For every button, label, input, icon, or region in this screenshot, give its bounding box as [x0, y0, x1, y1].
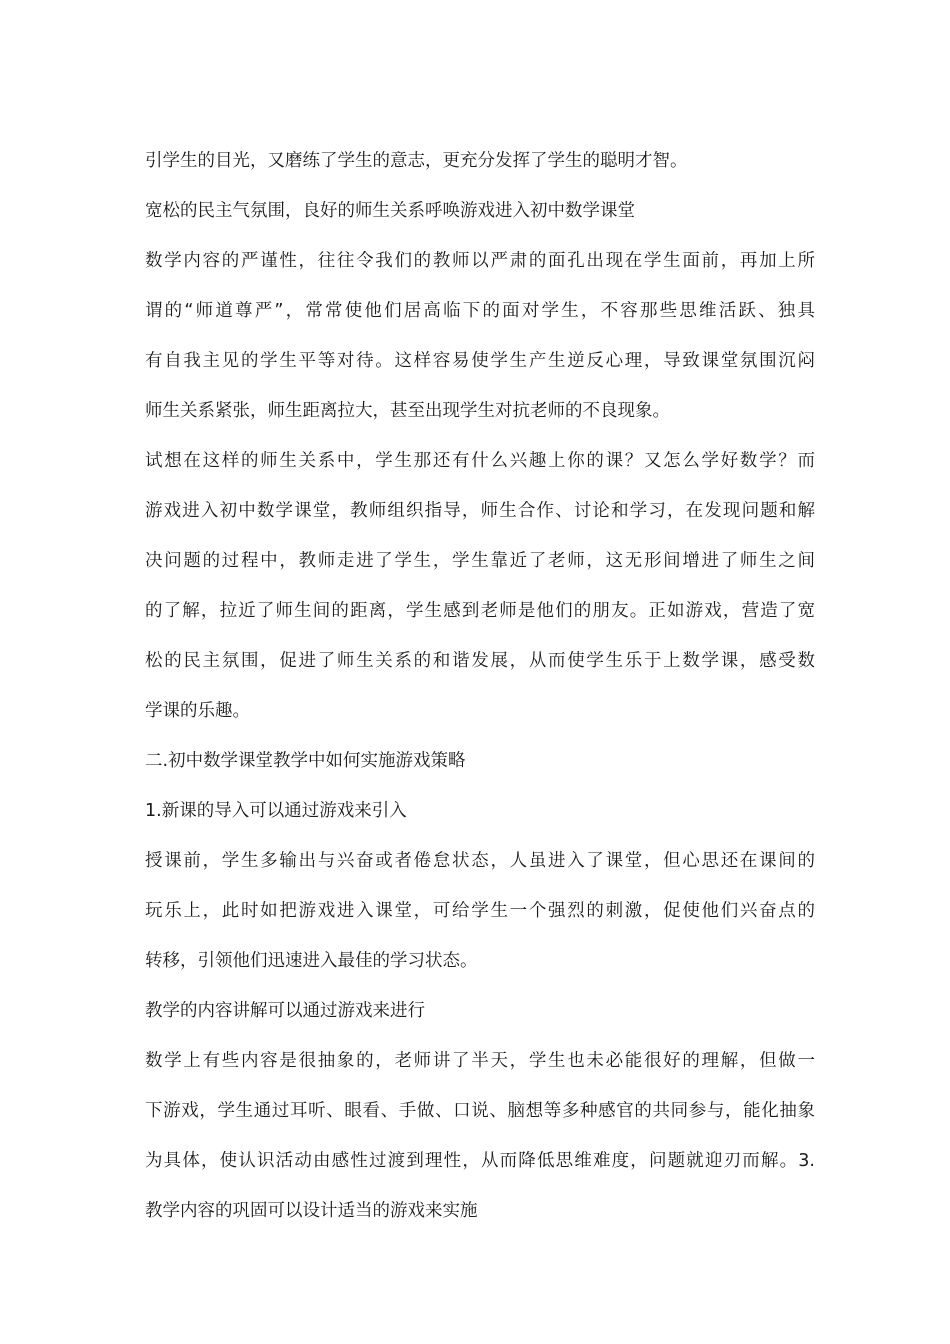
text-line-16: 玩乐上，此时如把游戏进入课堂，可给学生一个强烈的刺激，促使他们兴奋点的 [145, 901, 815, 921]
text-line-6: 师生关系紧张，师生距离拉大，甚至出现学生对抗老师的不良现象。 [145, 401, 670, 421]
text-line-3: 数学内容的严谨性，往往令我们的教师以严肃的面孔出现在学生面前，再加上所 [145, 251, 815, 271]
section-heading-classroom-atmosphere: 宽松的民主气氛围，良好的师生关系呼唤游戏进入初中数学课堂 [145, 201, 635, 221]
text-line-21: 为具体，使认识活动由感性过渡到理性，从而降低思维难度，问题就迎刃而解。3. [145, 1151, 815, 1171]
text-line-8: 游戏进入初中数学课堂，教师组织指导，师生合作、讨论和学习，在发现问题和解 [145, 501, 815, 521]
text-line-10: 的了解，拉近了师生间的距离，学生感到老师是他们的朋友。正如游戏，营造了宽 [145, 601, 815, 621]
section-heading-strategies: 二.初中数学课堂教学中如何实施游戏策略 [145, 751, 466, 771]
text-line-19: 数学上有些内容是很抽象的，老师讲了半天，学生也未必能很好的理解，但做一 [145, 1051, 815, 1071]
text-line-15: 授课前，学生多输出与兴奋或者倦怠状态，人虽进入了课堂，但心思还在课间的 [145, 851, 815, 871]
subheading-explanation: 教学的内容讲解可以通过游戏来进行 [145, 1001, 425, 1021]
subheading-introduction: 1.新课的导入可以通过游戏来引入 [145, 801, 407, 821]
document-body [145, 136, 815, 1236]
text-line-7: 试想在这样的师生关系中，学生那还有什么兴趣上你的课？又怎么学好数学？而 [145, 451, 815, 471]
text-line-4: 谓的“师道尊严”，常常使他们居高临下的面对学生，不容那些思维活跃、独具 [145, 301, 815, 321]
text-line-12: 学课的乐趣。 [145, 701, 250, 721]
text-line-5: 有自我主见的学生平等对待。这样容易使学生产生逆反心理，导致课堂氛围沉闷 [145, 351, 815, 371]
text-line-11: 松的民主氛围，促进了师生关系的和谐发展，从而使学生乐于上数学课，感受数 [145, 651, 815, 671]
text-line-1: 引学生的目光，又磨练了学生的意志，更充分发挥了学生的聪明才智。 [145, 151, 688, 171]
text-line-22: 教学内容的巩固可以设计适当的游戏来实施 [145, 1201, 478, 1221]
text-line-20: 下游戏，学生通过耳听、眼看、手做、口说、脑想等多种感官的共同参与，能化抽象 [145, 1101, 815, 1121]
text-line-9: 决问题的过程中，教师走进了学生，学生靠近了老师，这无形间增进了师生之间 [145, 551, 815, 571]
text-line-17: 转移，引领他们迅速进入最佳的学习状态。 [145, 951, 478, 971]
